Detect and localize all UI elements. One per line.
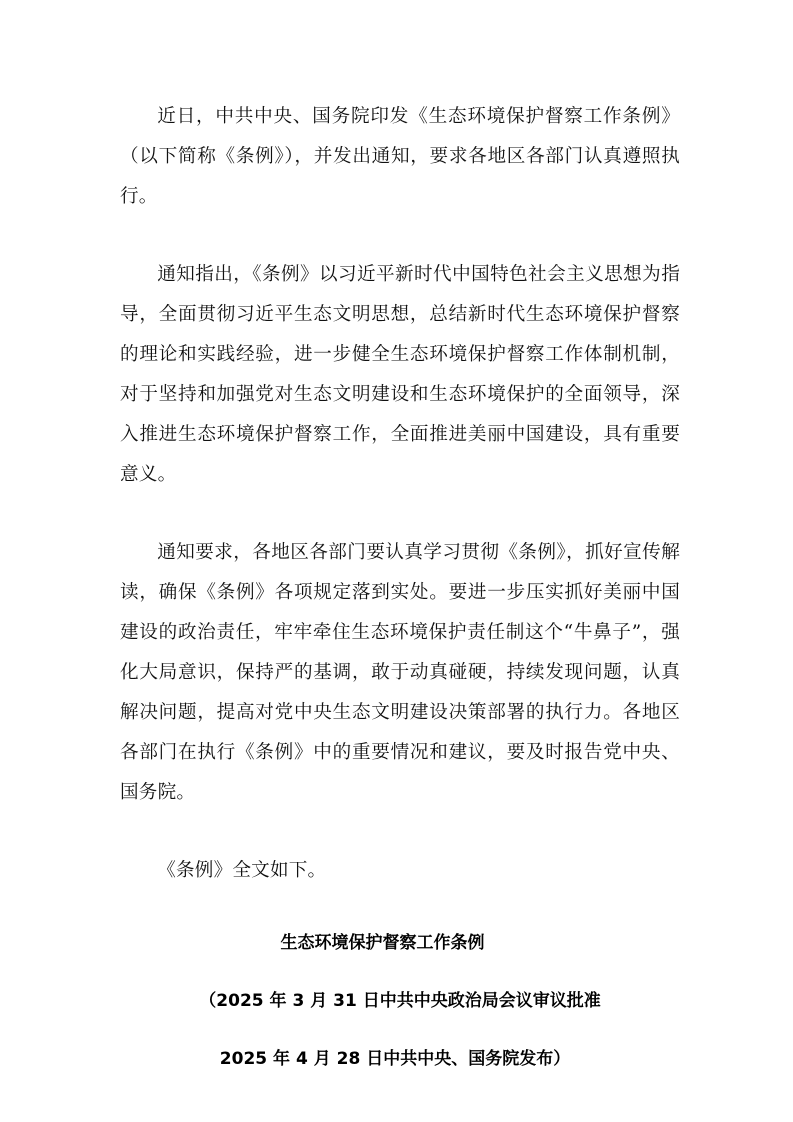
paragraph-notice-requirements: 通知要求，各地区各部门要认真学习贯彻《条例》，抓好宣传解读，确保《条例》各项规定落到实处。要进一步压实抓好美丽中国建设的政治责任，牢牢牵住生态环境保护责任制这个“牛鼻子”，强化大局意识，保持严的基调，敢于动真碰硬，持续发现问题，认真解决问题，提高对党中央生态文明建设决策部署的执行力。各地区各部门在执行《条例》中的重要情况和建议，要及时报告党中央、国务院。 bbox=[120, 542, 680, 803]
paragraph-intro: 近日，中共中央、国务院印发《生态环境保护督察工作条例》（以下简称《条例》），并发出通知，要求各地区各部门认真遵照执行。 bbox=[120, 106, 680, 207]
paragraph-full-text-lead: 《条例》全文如下。 bbox=[157, 860, 327, 881]
regulation-release-line: 2025 年 4 月 28 日中共中央、国务院发布） bbox=[219, 1049, 571, 1069]
document-body bbox=[120, 97, 680, 1071]
regulation-title: 生态环境保护督察工作条例 bbox=[280, 933, 485, 953]
paragraph-notice-significance: 通知指出，《条例》以习近平新时代中国特色社会主义思想为指导，全面贯彻习近平生态文明思想，总结新时代生态环境保护督察的理论和实践经验，进一步健全生态环境保护督察工作体制机制，对于坚持和加强党对生态文明建设和生态环境保护的全面领导，深入推进生态环境保护督察工作，全面推进美丽中国建设，具有重要意义。 bbox=[120, 264, 680, 485]
regulation-approval-line: （2025 年 3 月 31 日中共中央政治局会议审议批准 bbox=[199, 991, 601, 1011]
